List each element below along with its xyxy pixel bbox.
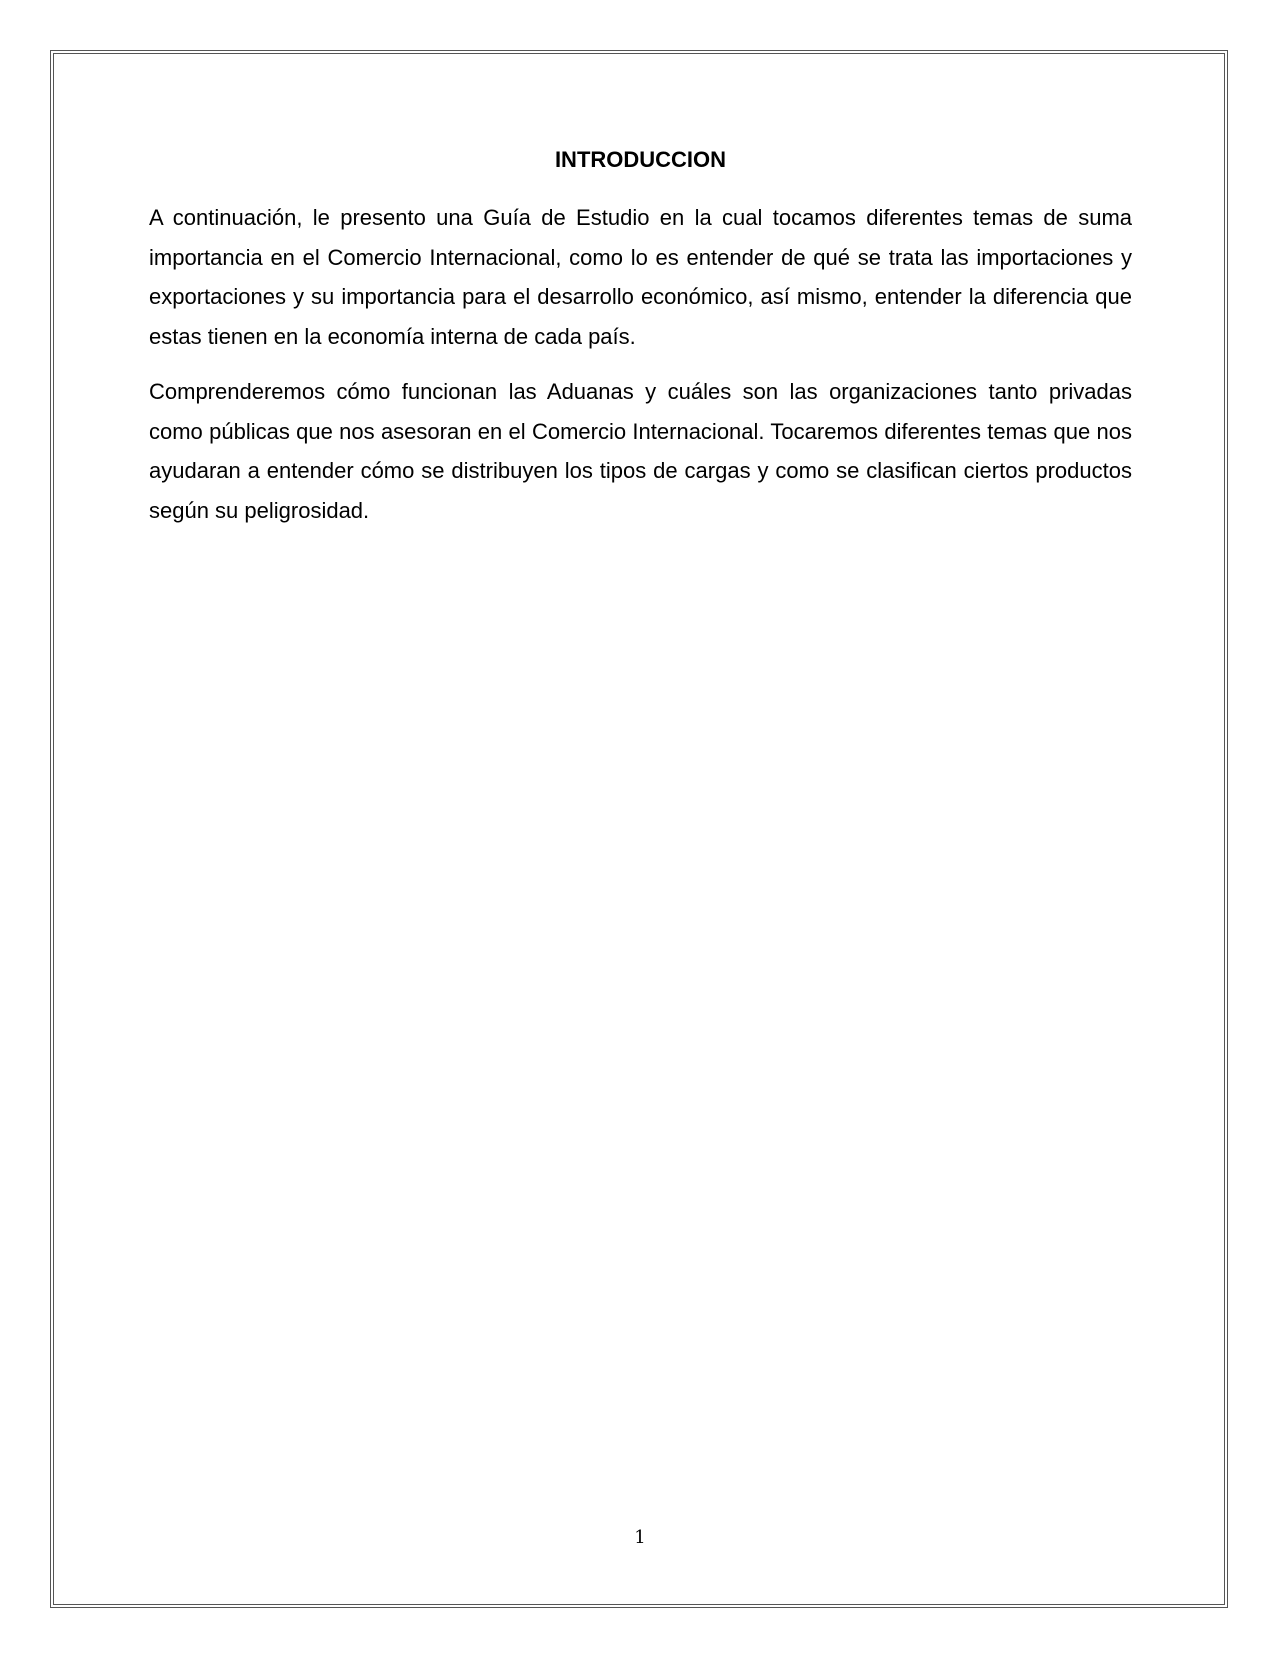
paragraph-aduanas: Comprenderemos cómo funcionan las Aduanas y cuáles son las organizaciones tanto privadas como públicas que nos asesoran en el Comercio Internacional. Tocaremos diferentes temas que nos ayudaran a entender cómo se distribuyen los tipos de cargas y como se clasifican ciertos productos según su peligrosidad. <box>149 379 1132 523</box>
page-number: 1 <box>634 1527 646 1548</box>
paragraph-intro: A continuación, le presento una Guía de Estudio en la cual tocamos diferentes temas de suma importancia en el Comercio Internacional, como lo es entender de qué se trata las importaciones y exportaciones y su importancia para el desarrollo económico, así mismo, entender la diferencia que estas tienen en la economía interna de cada país. <box>149 205 1132 349</box>
page-title: INTRODUCCION <box>554 147 727 172</box>
document-content <box>149 140 1132 546</box>
